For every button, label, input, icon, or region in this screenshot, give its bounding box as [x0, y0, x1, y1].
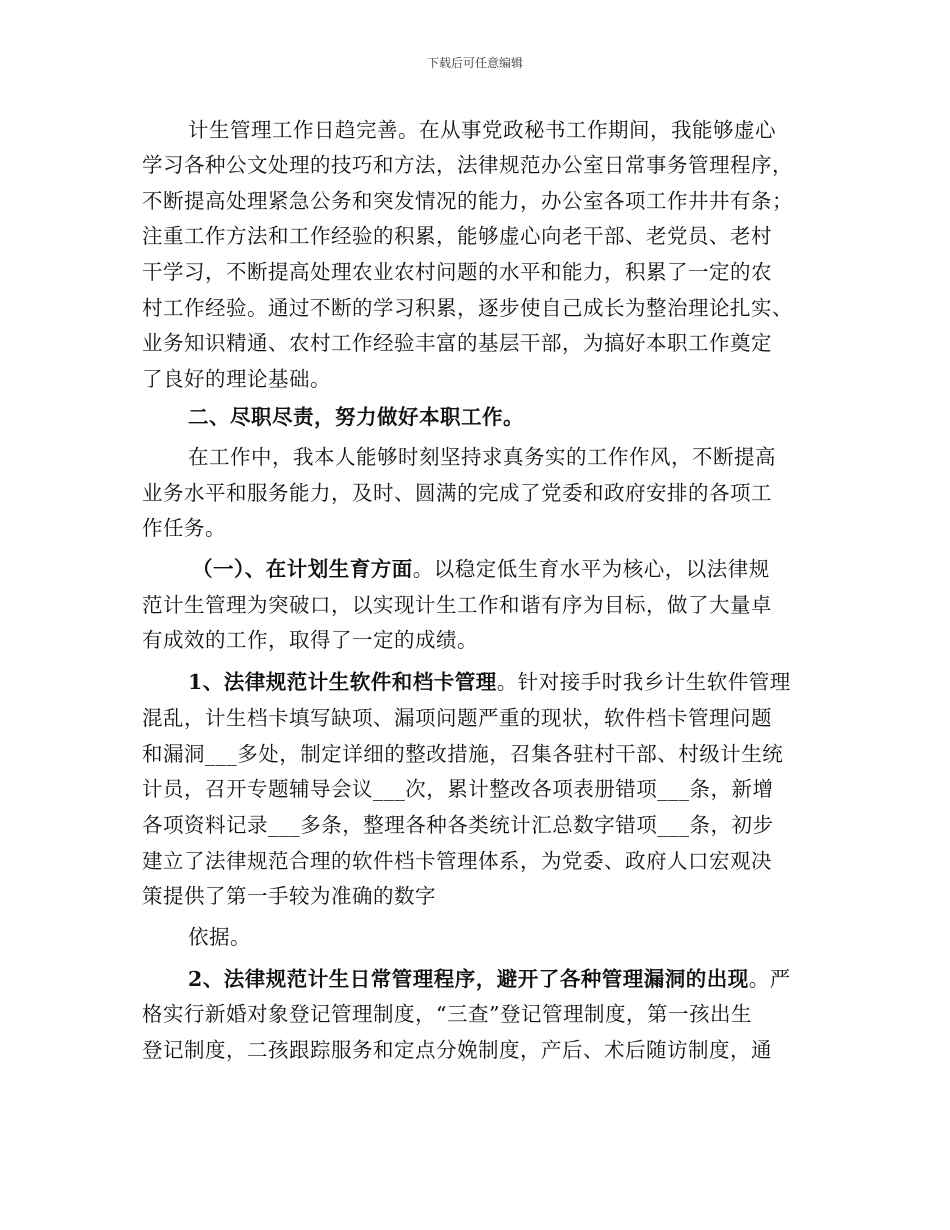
text-line: 格实行新婚对象登记管理制度，“三查”登记管理制度，第一孩出生 [142, 1002, 752, 1026]
page-header: 下载后可任意编辑 [426, 56, 523, 70]
text-line: 有成效的工作，取得了一定的成绩。 [142, 628, 478, 652]
text-line: 干学习，不断提高处理农业农村问题的水平和能力，积累了一定的农 [142, 260, 772, 284]
text-line [188, 967, 791, 991]
text-line: 注重工作方法和工作经验的积累，能够虚心向老干部、老党员、老村 [142, 224, 772, 248]
body-text: 。以稳定低生育水平为核心，以法律规 [412, 557, 770, 581]
text-line: 在工作中，我本人能够时刻坚持求真务实的工作作风，不断提高 [188, 445, 776, 469]
text-line: 策提供了第一手较为准确的数字 [142, 884, 436, 908]
text-line: 了良好的理论基础。 [142, 367, 331, 391]
section-heading: （一）、在计划生育方面 [192, 557, 413, 581]
text-line: 建立了法律规范合理的软件档卡管理体系，为党委、政府人口宏观决 [142, 849, 772, 873]
body-text: 。针对接手时我乡计生软件管理 [496, 670, 791, 694]
text-line: 不断提高处理紧急公务和突发情况的能力，办公室各项工作井井有条； [142, 189, 793, 213]
text-line: 计员，召开专题辅导会议___次，累计整改各项表册错项___条，新增 [142, 777, 774, 801]
text-line: 作任务。 [142, 516, 226, 540]
text-line: 计生管理工作日趋完善。在从事党政秘书工作期间，我能够虚心 [188, 118, 776, 142]
body-text: 。严 [748, 967, 791, 991]
section-heading: 1、法律规范计生软件和档卡管理 [188, 670, 497, 694]
text-line [188, 670, 791, 694]
text-line: 范计生管理为突破口，以实现计生工作和谐有序为目标，做了大量卓 [142, 593, 772, 617]
text-line: 学习各种公文处理的技巧和方法，法律规范办公室日常事务管理程序， [142, 153, 793, 177]
text-line: 和漏洞___多处，制定详细的整改措施，召集各驻村干部、村级计生统 [142, 742, 784, 766]
text-line: 二、尽职尽责，努力做好本职工作。 [188, 405, 524, 429]
section-heading: 2、法律规范计生日常管理程序，避开了各种管理漏洞的出现 [188, 967, 749, 991]
text-line: 混乱，计生档卡填写缺项、漏项问题严重的现状，软件档卡管理问题 [142, 706, 772, 730]
text-line: 业务知识精通、农村工作经验丰富的基层干部，为搞好本职工作奠定 [142, 331, 772, 355]
text-line: 村工作经验。通过不断的学习积累，逐步使自己成长为整治理论扎实、 [142, 296, 793, 320]
text-line [192, 557, 770, 581]
text-line: 登记制度，二孩跟踪服务和定点分娩制度，产后、术后随访制度，通 [142, 1038, 772, 1062]
text-line: 业务水平和服务能力，及时、圆满的完成了党委和政府安排的各项工 [142, 481, 772, 505]
text-line: 各项资料记录___多条，整理各种各类统计汇总数字错项___条，初步 [142, 813, 774, 837]
text-line: 依据。 [188, 925, 251, 949]
